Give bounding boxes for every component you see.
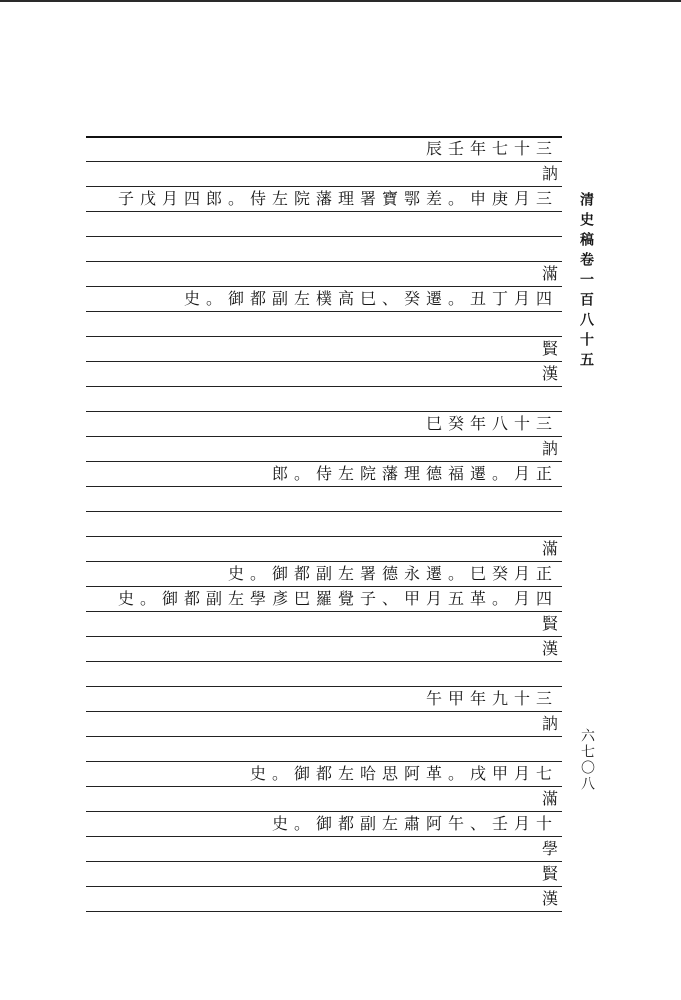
row-divider bbox=[86, 786, 562, 787]
table-row-r29: 學 bbox=[541, 839, 558, 858]
table-row-r17: 滿 bbox=[541, 539, 558, 558]
table-row-r31: 漢 bbox=[541, 889, 558, 908]
table-row-r2: 訥 bbox=[541, 164, 558, 183]
row-divider bbox=[86, 661, 562, 662]
table-row-r12: 巳癸年八十三 bbox=[425, 414, 558, 433]
table-row-r10: 漢 bbox=[541, 364, 558, 383]
row-divider bbox=[86, 911, 562, 912]
row-divider bbox=[86, 361, 562, 362]
row-divider bbox=[86, 586, 562, 587]
table-row-r21: 漢 bbox=[541, 639, 558, 658]
table-row-r24: 訥 bbox=[541, 714, 558, 733]
table-row-r19: 史。御都副左學彥巴羅覺子、甲月五革。月四 bbox=[117, 589, 558, 608]
table-row-r23: 午甲年九十三 bbox=[425, 689, 558, 708]
table-row-r14: 郎。侍左院藩理德福遷。月正 bbox=[271, 464, 558, 483]
row-divider bbox=[86, 411, 562, 412]
table-row-r27: 滿 bbox=[541, 789, 558, 808]
row-divider bbox=[86, 561, 562, 562]
row-divider bbox=[86, 736, 562, 737]
table-row-r6: 滿 bbox=[541, 264, 558, 283]
row-divider bbox=[86, 311, 562, 312]
row-divider bbox=[86, 486, 562, 487]
row-divider bbox=[86, 761, 562, 762]
row-divider bbox=[86, 286, 562, 287]
table-row-r26: 史。御都左哈思阿革。戌甲月七 bbox=[249, 764, 558, 783]
row-divider bbox=[86, 336, 562, 337]
row-divider bbox=[86, 186, 562, 187]
table-row-r9: 賢 bbox=[541, 339, 558, 358]
row-divider bbox=[86, 611, 562, 612]
table-row-r7: 史。御都副左樸高巳、癸遷。丑丁月四 bbox=[183, 289, 558, 308]
row-divider bbox=[86, 386, 562, 387]
row-divider bbox=[86, 136, 562, 138]
table-row-r28: 史。御都副左肅阿午、壬月十 bbox=[271, 814, 558, 833]
row-divider bbox=[86, 536, 562, 537]
table-row-r30: 賢 bbox=[541, 864, 558, 883]
row-divider bbox=[86, 886, 562, 887]
row-divider bbox=[86, 711, 562, 712]
top-border-line bbox=[0, 0, 681, 2]
table-row-r20: 賢 bbox=[541, 614, 558, 633]
row-divider bbox=[86, 811, 562, 812]
row-divider bbox=[86, 686, 562, 687]
side-title: 清史稿卷一百八十五 bbox=[578, 192, 594, 372]
row-divider bbox=[86, 511, 562, 512]
table-row-r1: 辰壬年七十三 bbox=[425, 139, 558, 158]
page-number: 六七〇八 bbox=[579, 728, 595, 792]
annual-table bbox=[86, 136, 562, 912]
table-row-r13: 訥 bbox=[541, 439, 558, 458]
table-row-r18: 史。御都副左署德永遷。巳癸月正 bbox=[227, 564, 558, 583]
row-divider bbox=[86, 261, 562, 262]
row-divider bbox=[86, 461, 562, 462]
row-divider bbox=[86, 211, 562, 212]
row-divider bbox=[86, 161, 562, 162]
row-divider bbox=[86, 836, 562, 837]
row-divider bbox=[86, 636, 562, 637]
row-divider bbox=[86, 236, 562, 237]
row-divider bbox=[86, 861, 562, 862]
row-divider bbox=[86, 436, 562, 437]
table-row-r3: 子戊月四郎。侍左院藩理署寶鄂差。申庚月三 bbox=[117, 189, 558, 208]
